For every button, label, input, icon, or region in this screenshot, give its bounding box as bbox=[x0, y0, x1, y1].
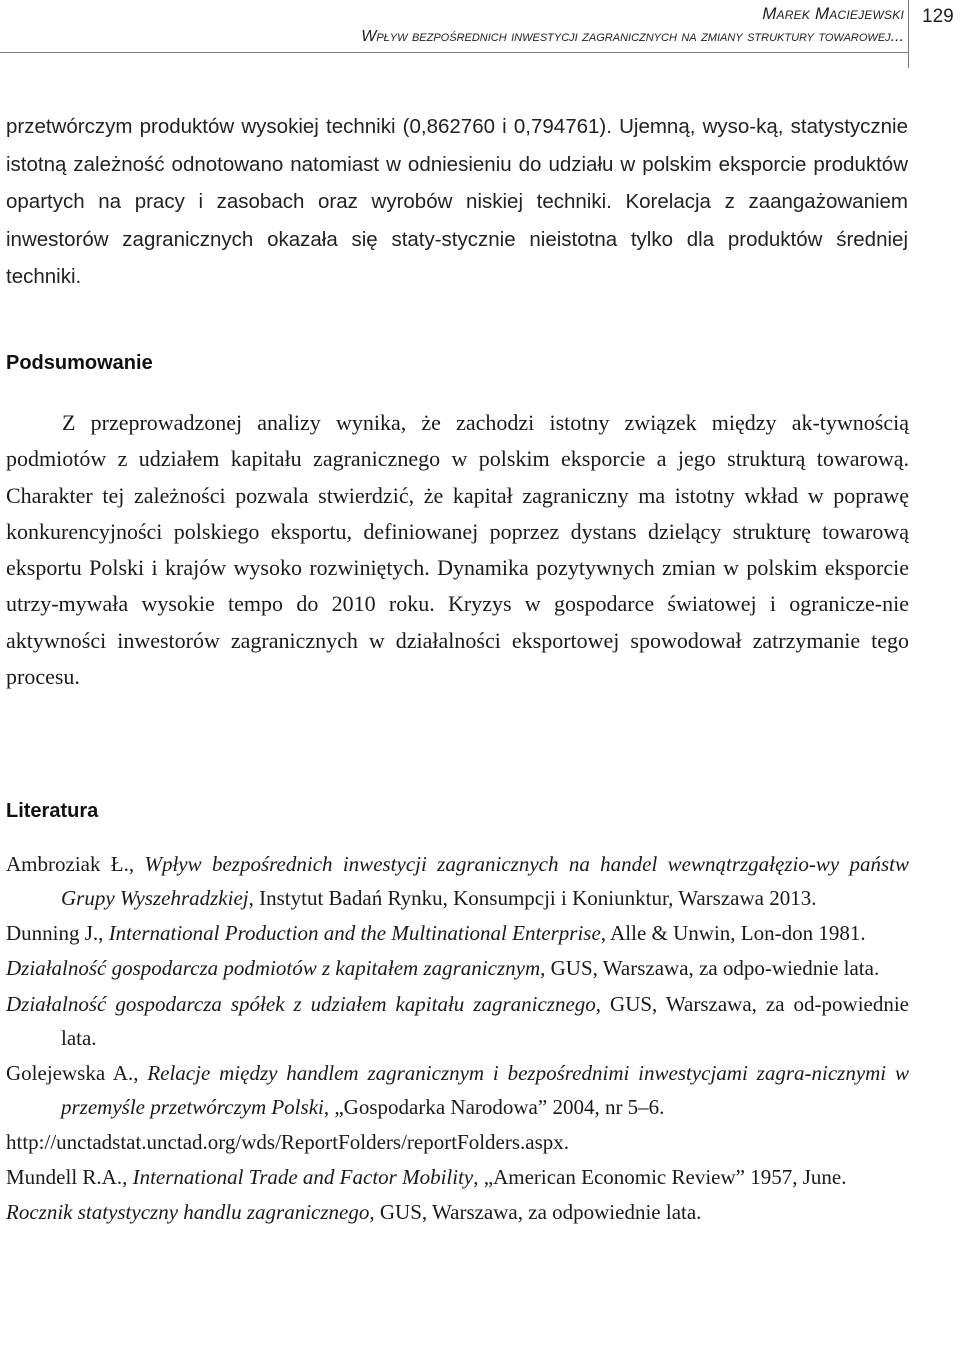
reference-item bbox=[6, 1195, 909, 1229]
reference-title: Działalność gospodarcza spółek z udziałem kapitału zagranicznego bbox=[6, 991, 596, 1016]
reference-title: Działalność gospodarcza podmiotów z kapitałem zagranicznym bbox=[6, 956, 541, 981]
reference-details: , „American Economic Review” 1957, June. bbox=[473, 1165, 847, 1190]
reference-title: Wpływ bezpośrednich inwestycji zagranicznych na handel wewnątrzgałęzio-wy państw Grupy Wyszehradzkiej bbox=[61, 852, 910, 910]
reference-details: , GUS, Warszawa, za odpowiednie lata. bbox=[369, 1200, 702, 1225]
reference-item bbox=[6, 951, 909, 985]
header-author: Marek Maciejewski bbox=[762, 4, 904, 23]
page-number: 129 bbox=[922, 6, 954, 27]
intro-paragraph: przetwórczym produktów wysokiej techniki (0,862760 i 0,794761). Ujemną, wyso-ką, statystycznie istotną zależność odnotowano natomiast w odniesieniu do udziału w polskim eksporcie produktów opartych na pracy i zasobach oraz wyrobów niskiej techniki. Korelacja z zaangażowaniem inwestorów zagranicznych okazała się staty-stycznie nieistotna tylko dla produktów średniej techniki. bbox=[6, 115, 908, 289]
reference-item bbox=[6, 987, 909, 1055]
reference-item bbox=[6, 916, 909, 950]
reference-details: , GUS, Warszawa, za od-powiednie lata. bbox=[61, 991, 909, 1050]
summary-heading: Podsumowanie bbox=[6, 352, 153, 374]
reference-item bbox=[6, 1125, 909, 1159]
reference-title: International Trade and Factor Mobility bbox=[132, 1165, 474, 1190]
reference-details: , Instytut Badań Rynku, Konsumpcji i Koniunktur, Warszawa 2013. bbox=[248, 886, 817, 910]
reference-author: Dunning J., bbox=[6, 921, 104, 946]
reference-author: Ambroziak Ł., bbox=[6, 852, 135, 876]
reference-details: , „Gospodarka Narodowa” 2004, nr 5–6. bbox=[323, 1094, 665, 1119]
reference-title: Relacje między handlem zagranicznym i bezpośrednimi inwestycjami zagra-nicznymi w przemyśle przetwórczym Polski bbox=[61, 1060, 909, 1119]
header-title: Wpływ bezpośrednich inwestycji zagranicznych na zmiany struktury towarowej... bbox=[361, 28, 904, 45]
reference-title: International Production and the Multinational Enterprise bbox=[108, 921, 601, 946]
reference-item bbox=[6, 1160, 909, 1194]
reference-details: , Alle & Unwin, Lon-don 1981. bbox=[600, 921, 866, 946]
summary-paragraph: Z przeprowadzonej analizy wynika, że zachodzi istotny związek między ak-tywnością podmiotów z udziałem kapitału zagranicznego w polskim eksporcie a jego strukturą towarową. Charakter tej zależności pozwala stwierdzić, że kapitał zagraniczny ma istotny wkład w poprawę konkurencyjności polskiego eksportu, definiowanej poprzez dystans dzielący strukturę towarową eksportu Polski i krajów wysoko rozwiniętych. Dynamika pozytywnych zmian w polskim eksporcie utrzy-mywała wysokie tempo do 2010 roku. Kryzys w gospodarce światowej i ogranicze-nie aktywności inwestorów zagranicznych w działalności eksportowej spowodował zatrzymanie tego procesu. bbox=[6, 410, 909, 690]
reference-author: Golejewska A., bbox=[6, 1060, 139, 1085]
running-header bbox=[0, 0, 960, 70]
reference-author: Mundell R.A., bbox=[6, 1165, 128, 1190]
reference-details: , GUS, Warszawa, za odpo-wiednie lata. bbox=[540, 956, 880, 981]
header-divider bbox=[908, 0, 909, 68]
reference-url[interactable]: http://unctadstat.unctad.org/wds/ReportFolders/reportFolders.aspx. bbox=[6, 1129, 570, 1154]
header-rule bbox=[0, 52, 908, 53]
reference-list bbox=[6, 847, 909, 1231]
reference-title: Rocznik statystyczny handlu zagranicznego bbox=[6, 1200, 370, 1225]
reference-item bbox=[6, 847, 909, 915]
literature-heading: Literatura bbox=[6, 800, 99, 822]
reference-item bbox=[6, 1056, 909, 1124]
